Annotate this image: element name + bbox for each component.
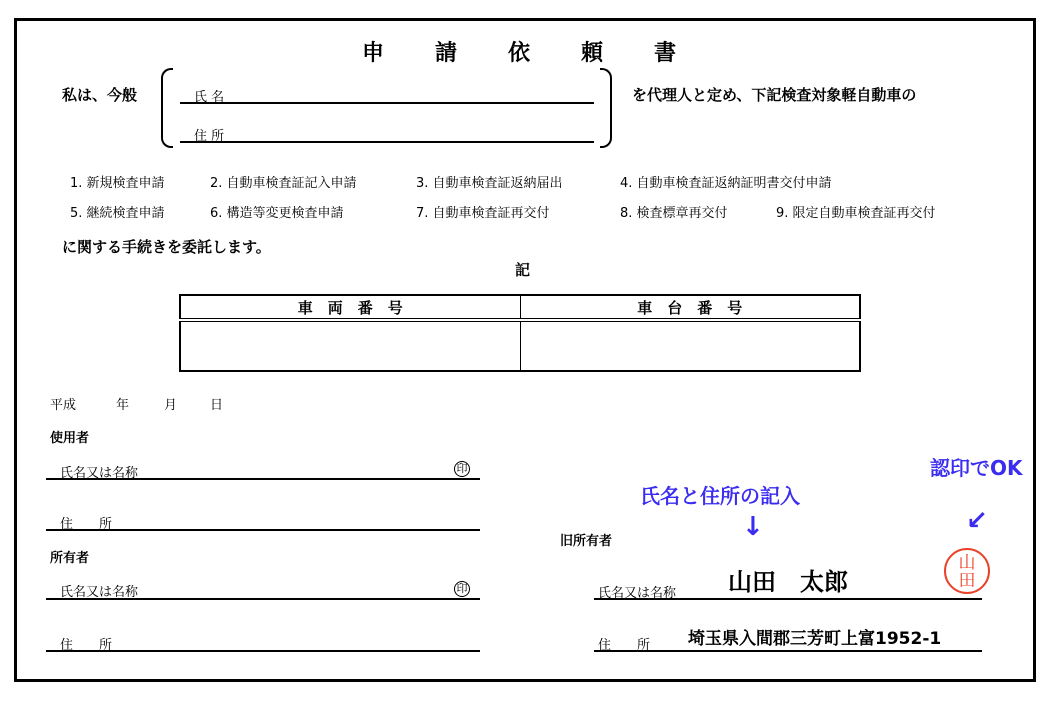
owner-heading: 所有者 [50, 551, 90, 566]
agent-name-field[interactable] [180, 102, 594, 104]
procedure-item: 1. 新規検査申請 [70, 176, 165, 191]
old-owner-heading: 旧所有者 [560, 534, 613, 549]
chassis-number-header: 車 台 番 号 [520, 295, 860, 320]
seal-icon: 印 [454, 581, 470, 597]
old-owner-address-value: 埼玉県入間郡三芳町上富1952-1 [688, 629, 942, 649]
procedure-item: 3. 自動車検査証返納届出 [416, 176, 563, 191]
old-owner-name-value: 山田 太郎 [728, 568, 848, 596]
date-year: 年 [116, 398, 130, 413]
user-name-label: 氏名又は名称 [60, 466, 139, 481]
owner-name-field[interactable] [46, 598, 480, 600]
old-owner-address-field[interactable] [594, 650, 982, 652]
intro-after-text: を代理人と定め、下記検査対象軽自動車の [632, 86, 917, 104]
old-owner-address-label: 住 所 [598, 638, 651, 653]
seal-icon: 印 [454, 461, 470, 477]
agent-address-label: 住 所 [194, 129, 225, 144]
procedure-item: 9. 限定自動車検査証再交付 [776, 206, 936, 221]
bracket-right [600, 68, 612, 148]
date-era: 平成 [50, 398, 77, 413]
date-day: 日 [210, 398, 224, 413]
user-heading: 使用者 [50, 431, 90, 446]
procedure-item: 2. 自動車検査証記入申請 [210, 176, 357, 191]
owner-name-label: 氏名又は名称 [60, 585, 139, 600]
name-address-note: 氏名と住所の記入 [640, 484, 800, 508]
old-owner-name-label: 氏名又は名称 [598, 586, 677, 601]
intro-text: 私は、今般 [62, 86, 138, 104]
procedure-item: 7. 自動車検査証再交付 [416, 206, 550, 221]
chassis-number-cell[interactable] [520, 320, 860, 371]
seal-note: 認印でOK [930, 456, 1023, 480]
form-title: 申 請 依 頼 書 [362, 41, 677, 66]
vehicle-number-header: 車 両 番 号 [180, 295, 520, 320]
procedure-item: 8. 検査標章再交付 [620, 206, 728, 221]
vehicle-table [179, 294, 861, 372]
user-name-field[interactable] [46, 478, 480, 480]
procedure-item: 5. 継続検査申請 [70, 206, 165, 221]
user-address-label: 住 所 [60, 517, 113, 532]
owner-address-field[interactable] [46, 650, 480, 652]
date-month: 月 [164, 398, 178, 413]
user-address-field[interactable] [46, 529, 480, 531]
owner-address-label: 住 所 [60, 638, 113, 653]
entrust-text: に関する手続きを委託します。 [62, 238, 271, 256]
down-arrow-icon: ↓ [742, 512, 764, 542]
ki-heading: 記 [515, 261, 531, 279]
vehicle-number-cell[interactable] [180, 320, 520, 371]
seal-stamp: 山 田 [944, 548, 990, 594]
bracket-left [161, 68, 173, 148]
agent-address-field[interactable] [180, 141, 594, 143]
procedure-item: 4. 自動車検査証返納証明書交付申請 [620, 176, 832, 191]
agent-name-label: 氏 名 [194, 90, 225, 105]
old-owner-name-field[interactable] [594, 598, 982, 600]
down-left-arrow-icon: ↙ [966, 506, 988, 536]
procedure-item: 6. 構造等変更検査申請 [210, 206, 344, 221]
